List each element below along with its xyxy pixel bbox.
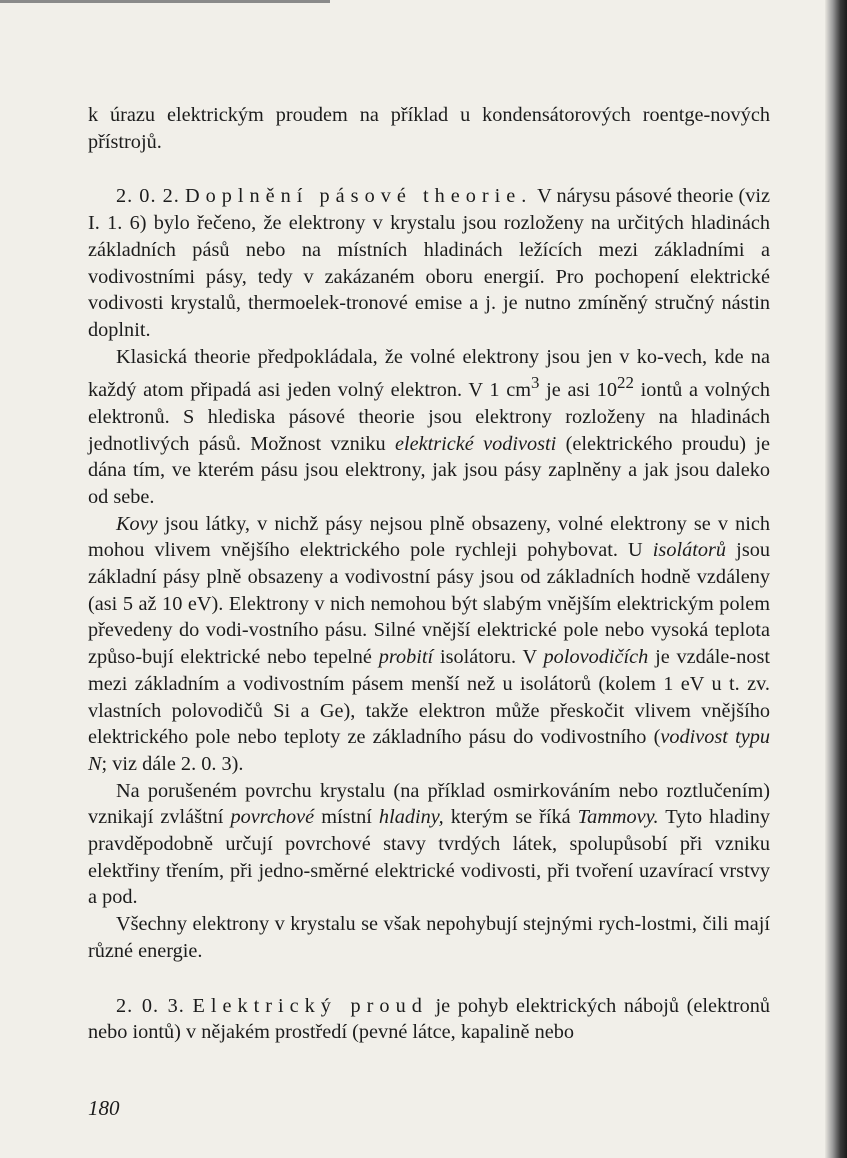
italic-term: Tammovy. [577,806,659,829]
section-title: Elektrický proud [192,994,428,1017]
text-run: jsou látky, v nichž pásy nejsou plně obsazeny, volné elektrony se v nich mohou vlivem vnějšího elektrického pole rychleji pohybovat. U [88,512,770,562]
section-text: je pohyb elektrických nábojů (elektronů nebo iontů) v nějakém prostředí (pevné látce, kapalině nebo [88,994,770,1044]
section-title: Doplnění pásové theorie. [184,185,533,208]
italic-term: probití [378,646,434,669]
text-run: je asi 10 [539,379,617,402]
italic-term: elektrické vodivosti [394,432,557,455]
paragraph-classical-theory [88,344,770,511]
italic-term: polovodičích [543,646,649,669]
italic-term: povrchové [230,806,315,829]
superscript: 22 [616,373,634,393]
superscript: 3 [531,373,540,393]
text-run: jsou základní pásy plně obsazeny a vodivostní pásy jsou od základních hodně vzdáleny (asi 5 až 10 eV). Elektrony v nich nemohou být slabým vnějším elektrickým polem převedeny do vodi-vostního pásu. Silné vnější elektrické pole nebo vysoká teplota způso-bují elektrické nebo tepelné [88,539,770,669]
text-run: je vzdále-nost mezi základním a vodivostním pásem menší než u isolátorů (kolem 1 eV u t. zv. vlastních polovodičů Si a Ge), takže elektron může přeskočit vlivem vnějšího elektrického pole nebo teploty ze základního pásu do vodivostního ( [88,646,770,749]
text-run: místní [314,806,379,829]
italic-term: vodivost typu N [88,726,770,775]
paragraph-metals-insulators [88,511,770,778]
section-2-0-2 [88,183,770,343]
section-2-0-3 [88,993,770,1046]
page-edge-shadow [825,0,847,1158]
italic-term: hladiny, [378,806,444,829]
italic-term: Kovy [116,512,158,535]
section-number: 2. 0. 3. [116,994,185,1017]
page-text [88,102,770,1046]
text-run: ; viz dále 2. 0. 3). [101,752,244,775]
text-run: (elektrického proudu) je dána tím, ve kterém pásu jsou elektrony, jak jsou pásy zaplněny a jak jsou daleko od sebe. [88,432,770,508]
paragraph-surface-levels [88,778,770,912]
paragraph-continuation: k úrazu elektrickým proudem na příklad u kondensátorových roentge-nových přístrojů. [88,104,770,153]
section-text: V nárysu pásové theorie (viz I. 1. 6) bylo řečeno, že elektrony v krystalu jsou rozloženy na určitých hladinách základních pásů nebo na místních hladinách ležících mezi základními a vodivostními pásy, tedy v zakázaném oboru energií. Pro pochopení elektrické vodivosti krystalů, thermoelek-tronové emise a j. je nutno zmíněný stručný nástin doplnit. [88,185,770,341]
text-run: iontů a volných elektronů. S hlediska pásové theorie jsou elektrony rozloženy na hladinách jednotlivých pásů. Možnost vzniku [88,379,770,455]
top-rule [0,0,330,3]
page-number: 180 [88,1096,120,1120]
italic-term: isolátorů [652,539,727,562]
text-run: isolátoru. V [433,646,544,669]
text-run: kterým se říká [443,806,578,829]
paragraph-energies: Všechny elektrony v krystalu se však nepohybují stejnými rych-lostmi, čili mají různé energie. [88,913,770,962]
text-run: Na porušeném povrchu krystalu (na příklad osmirkováním nebo roztlučením) vznikají zvláštní [88,779,770,829]
text-run: Klasická theorie předpokládala, že volné elektrony jsou jen v ko-vech, kde na každý atom připadá asi jeden volný elektron. V 1 cm [88,345,770,402]
section-number: 2. 0. 2. [116,185,180,208]
text-run: Tyto hladiny pravděpodobně určují povrchové stavy tvrdých látek, spolupůsobí při vzniku elektřiny třením, při jedno-směrné elektrické vodivosti, při tvoření uzavírací vrstvy a pod. [88,806,770,909]
